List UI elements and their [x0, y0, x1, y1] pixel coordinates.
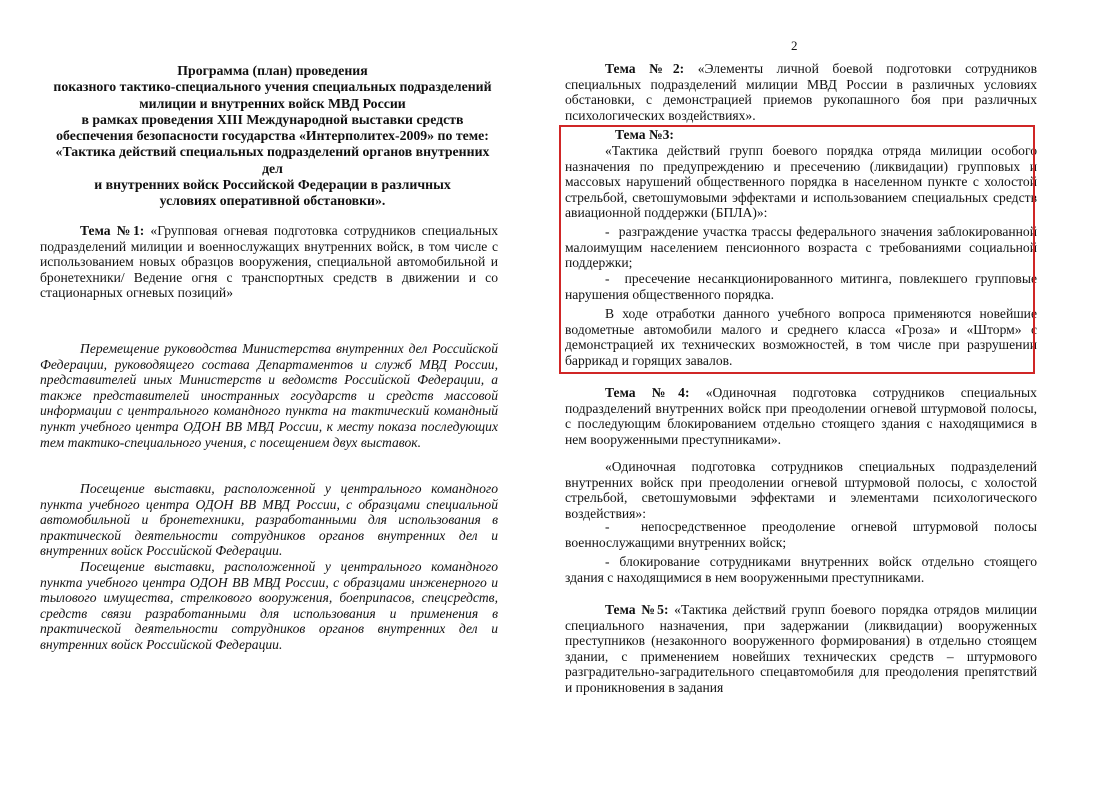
title-line: в рамках проведения XIII Международной выставки средств: [81, 111, 464, 127]
title-line: милиции и внутренних войск МВД России: [139, 95, 406, 111]
italic-paragraph-3: Посещение выставки, расположенной у центрального командного пункта учебного центра ОДОН ВВ МВД России, с образцами инженерного и тылового имущества, стрелкового вооружения, боеприпасов, спецсредств, средств связи разработанными для использования и применения в практической деятельности сотрудников органов внутренних дел и внутренних войск Российской Федерации.: [40, 559, 498, 652]
theme-4-label: Тема №4:: [605, 385, 690, 400]
theme-2-paragraph: [565, 61, 1037, 123]
title-line: и внутренних войск Российской Федерации в различных: [94, 177, 451, 193]
title-line: условиях оперативной обстановки».: [159, 193, 386, 209]
theme-4-item-1: - непосредственное преодоление огневой штурмовой полосы военнослужащими внутренних войск;: [565, 519, 1037, 550]
theme-2-label: Тема №2:: [605, 61, 685, 76]
theme-3-closing: В ходе отработки данного учебного вопроса применяются новейшие водометные автомобили малого и среднего класса «Гроза» и «Шторм» с демонстрацией их технических возможностей, в том числе при разрушении баррикад и горящих завалов.: [565, 306, 1037, 368]
theme-4-paragraph: [565, 385, 1037, 447]
theme-5-label: Тема №5:: [605, 602, 669, 617]
program-title: [40, 63, 505, 210]
title-line: показного тактико-специального учения специальных подразделений: [53, 79, 492, 95]
theme-3-intro: «Тактика действий групп боевого порядка отряда милиции особого назначения по предупреждению и пресечению (ликвидации) групповых и массовых нарушений общественного порядка в населенном пункте с холостой стрельбой, светошумовыми эффектами и использованием специальных средств авиационной поддержки (БПЛА)»:: [565, 143, 1037, 221]
title-line: обеспечения безопасности государства «Интерполитех-2009» по теме:: [56, 128, 489, 144]
italic-paragraph-2: Посещение выставки, расположенной у центрального командного пункта учебного центра ОДОН ВВ МВД России, с образцами специальной автомобильной и бронетехники, разработанными для использования в практической деятельности сотрудников органов внутренних дел и внутренних войск Российской Федерации.: [40, 481, 498, 559]
theme-4-item-2: - блокирование сотрудниками внутренних войск отдельно стоящего здания с находящимися в нем вооруженными преступниками.: [565, 554, 1037, 585]
theme-1-label: Тема №1:: [80, 223, 145, 238]
theme-3-item-2: - пресечение несанкционированного митинга, повлекшего групповые нарушения общественного порядка.: [565, 271, 1038, 302]
theme-3-label: Тема №3:: [615, 127, 674, 142]
theme-5-paragraph: [565, 602, 1037, 696]
theme-3-highlight-box: [559, 125, 1038, 374]
theme-1-paragraph: [40, 223, 498, 301]
title-line: дел: [262, 160, 283, 176]
right-page: [550, 0, 1100, 799]
italic-paragraph-1: Перемещение руководства Министерства внутренних дел Российской Федерации, руководящего состава Департаментов и служб МВД России, представителей иных Министерств и ведомств Российской Федерации, а также представителей иностранных государств и средств массовой информации с центрального командного пункта на тактический командный пункт учебного центра ОДОН ВВ МВД России, к месту показа последующих тем тактико-специального учения, с посещением двух выставок.: [40, 341, 498, 450]
theme-1-text: «Групповая огневая подготовка сотрудников специальных подразделений милиции и военнослужащих внутренних войск, в том числе с использованием новых образцов вооружения, специальной автомобильной и бронетехники/ Ведение огня с транспортных средств в движении и со стационарных огневых позиций»: [40, 223, 499, 301]
page-number: 2: [791, 38, 798, 53]
theme-2-text: «Элементы личной боевой подготовки сотрудников специальных подразделений милиции МВД России в различных условиях обстановки, с демонстрацией приемов рукопашного боя при различных психологических воздействиях».: [565, 61, 1037, 123]
title-line: Программа (план) проведения: [177, 63, 368, 78]
theme-4-text: «Одиночная подготовка сотрудников специальных подразделений внутренних войск при преодолении огневой штурмовой полосы, с последующим блокированием отдельно стоящего здания с находящимися в нем вооруженными преступниками».: [565, 385, 1037, 447]
theme-5-text: «Тактика действий групп боевого порядка отрядов милиции специального назначения, при задержании (ликвидации) вооруженных преступников (незаконного вооруженного формирования) в отдельно стоящем здании, с применением новейших технических средств – штурмового разградительно-заградительного спецавтомобиля для преодоления препятствий и проникновения в задания: [565, 602, 1037, 695]
theme-3-item-1: - разграждение участка трассы федерального значения заблокированной малоимущим населением пенсионного возраста с требованиями социальной поддержки;: [565, 224, 1038, 271]
title-line: «Тактика действий специальных подразделений органов внутренних: [55, 144, 490, 160]
theme-4-paragraph-2: «Одиночная подготовка сотрудников специальных подразделений внутренних войск при преодолении огневой штурмовой полосы, с холостой стрельбой, светошумовыми эффектами и элементами психологического воздействия»:: [565, 459, 1037, 521]
